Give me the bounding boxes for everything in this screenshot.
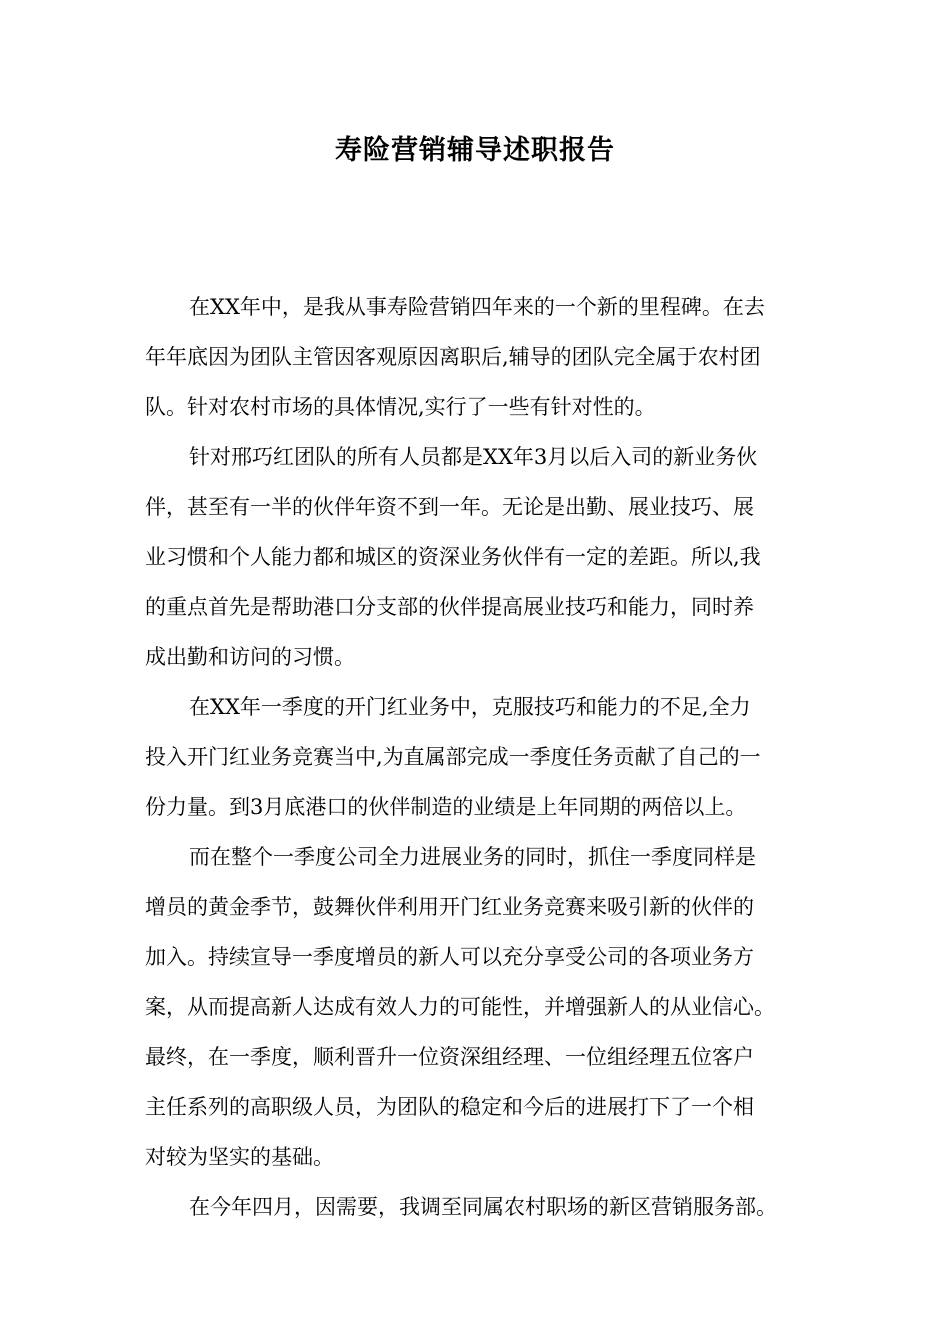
paragraph-line: 伴，甚至有一半的伙伴年资不到一年。无论是出勤、展业技巧、展 [145,495,754,519]
paragraph-line: 主任系列的高职级人员，为团队的稳定和今后的进展打下了一个相 [145,1095,754,1119]
paragraph-line: 在今年四月，因需要，我调至同属农村职场的新区营销服务部。 [189,1195,777,1219]
paragraph-line: 针对邢巧红团队的所有人员都是XX年3月以后入司的新业务伙 [189,445,758,469]
document-title: 寿险营销辅导述职报告 [335,135,615,166]
paragraph-line: 增员的黄金季节，鼓舞伙伴利用开门红业务竞赛来吸引新的伙伴的 [145,895,754,919]
paragraph-line: 最终，在一季度，顺利晋升一位资深组经理、一位组经理五位客户 [145,1045,754,1069]
paragraph-line: 在XX年中，是我从事寿险营销四年来的一个新的里程碑。在去 [189,295,765,319]
paragraph-line: 份力量。到3月底港口的伙伴制造的业绩是上年同期的两倍以上。 [145,795,747,819]
paragraph-line: 在XX年一季度的开门红业务中，克服技巧和能力的不足,全力 [189,695,751,719]
paragraph-1 [145,282,810,432]
paragraph-line: 而在整个一季度公司全力进展业务的同时，抓住一季度同样是 [189,845,756,869]
paragraph-3 [145,682,810,832]
paragraph-line: 成出勤和访问的习惯。 [145,645,355,669]
paragraph-line: 年年底因为团队主管因客观原因离职后,辅导的团队完全属于农村团 [145,345,761,369]
paragraph-line: 投入开门红业务竞赛当中,为直属部完成一季度任务贡献了自己的一 [145,745,761,769]
paragraph-line: 队。针对农村市场的具体情况,实行了一些有针对性的。 [145,395,656,419]
document-body [145,282,810,1232]
paragraph-5 [145,1182,810,1232]
paragraph-2 [145,432,810,682]
paragraph-line: 业习惯和个人能力都和城区的资深业务伙伴有一定的差距。所以,我 [145,545,761,569]
paragraph-line: 案，从而提高新人达成有效人力的可能性，并增强新人的从业信心。 [145,995,775,1019]
paragraph-4 [145,832,810,1182]
paragraph-line: 的重点首先是帮助港口分支部的伙伴提高展业技巧和能力，同时养 [145,595,754,619]
paragraph-line: 对较为坚实的基础。 [145,1145,334,1169]
paragraph-line: 加入。持续宣导一季度增员的新人可以充分享受公司的各项业务方 [145,945,754,969]
